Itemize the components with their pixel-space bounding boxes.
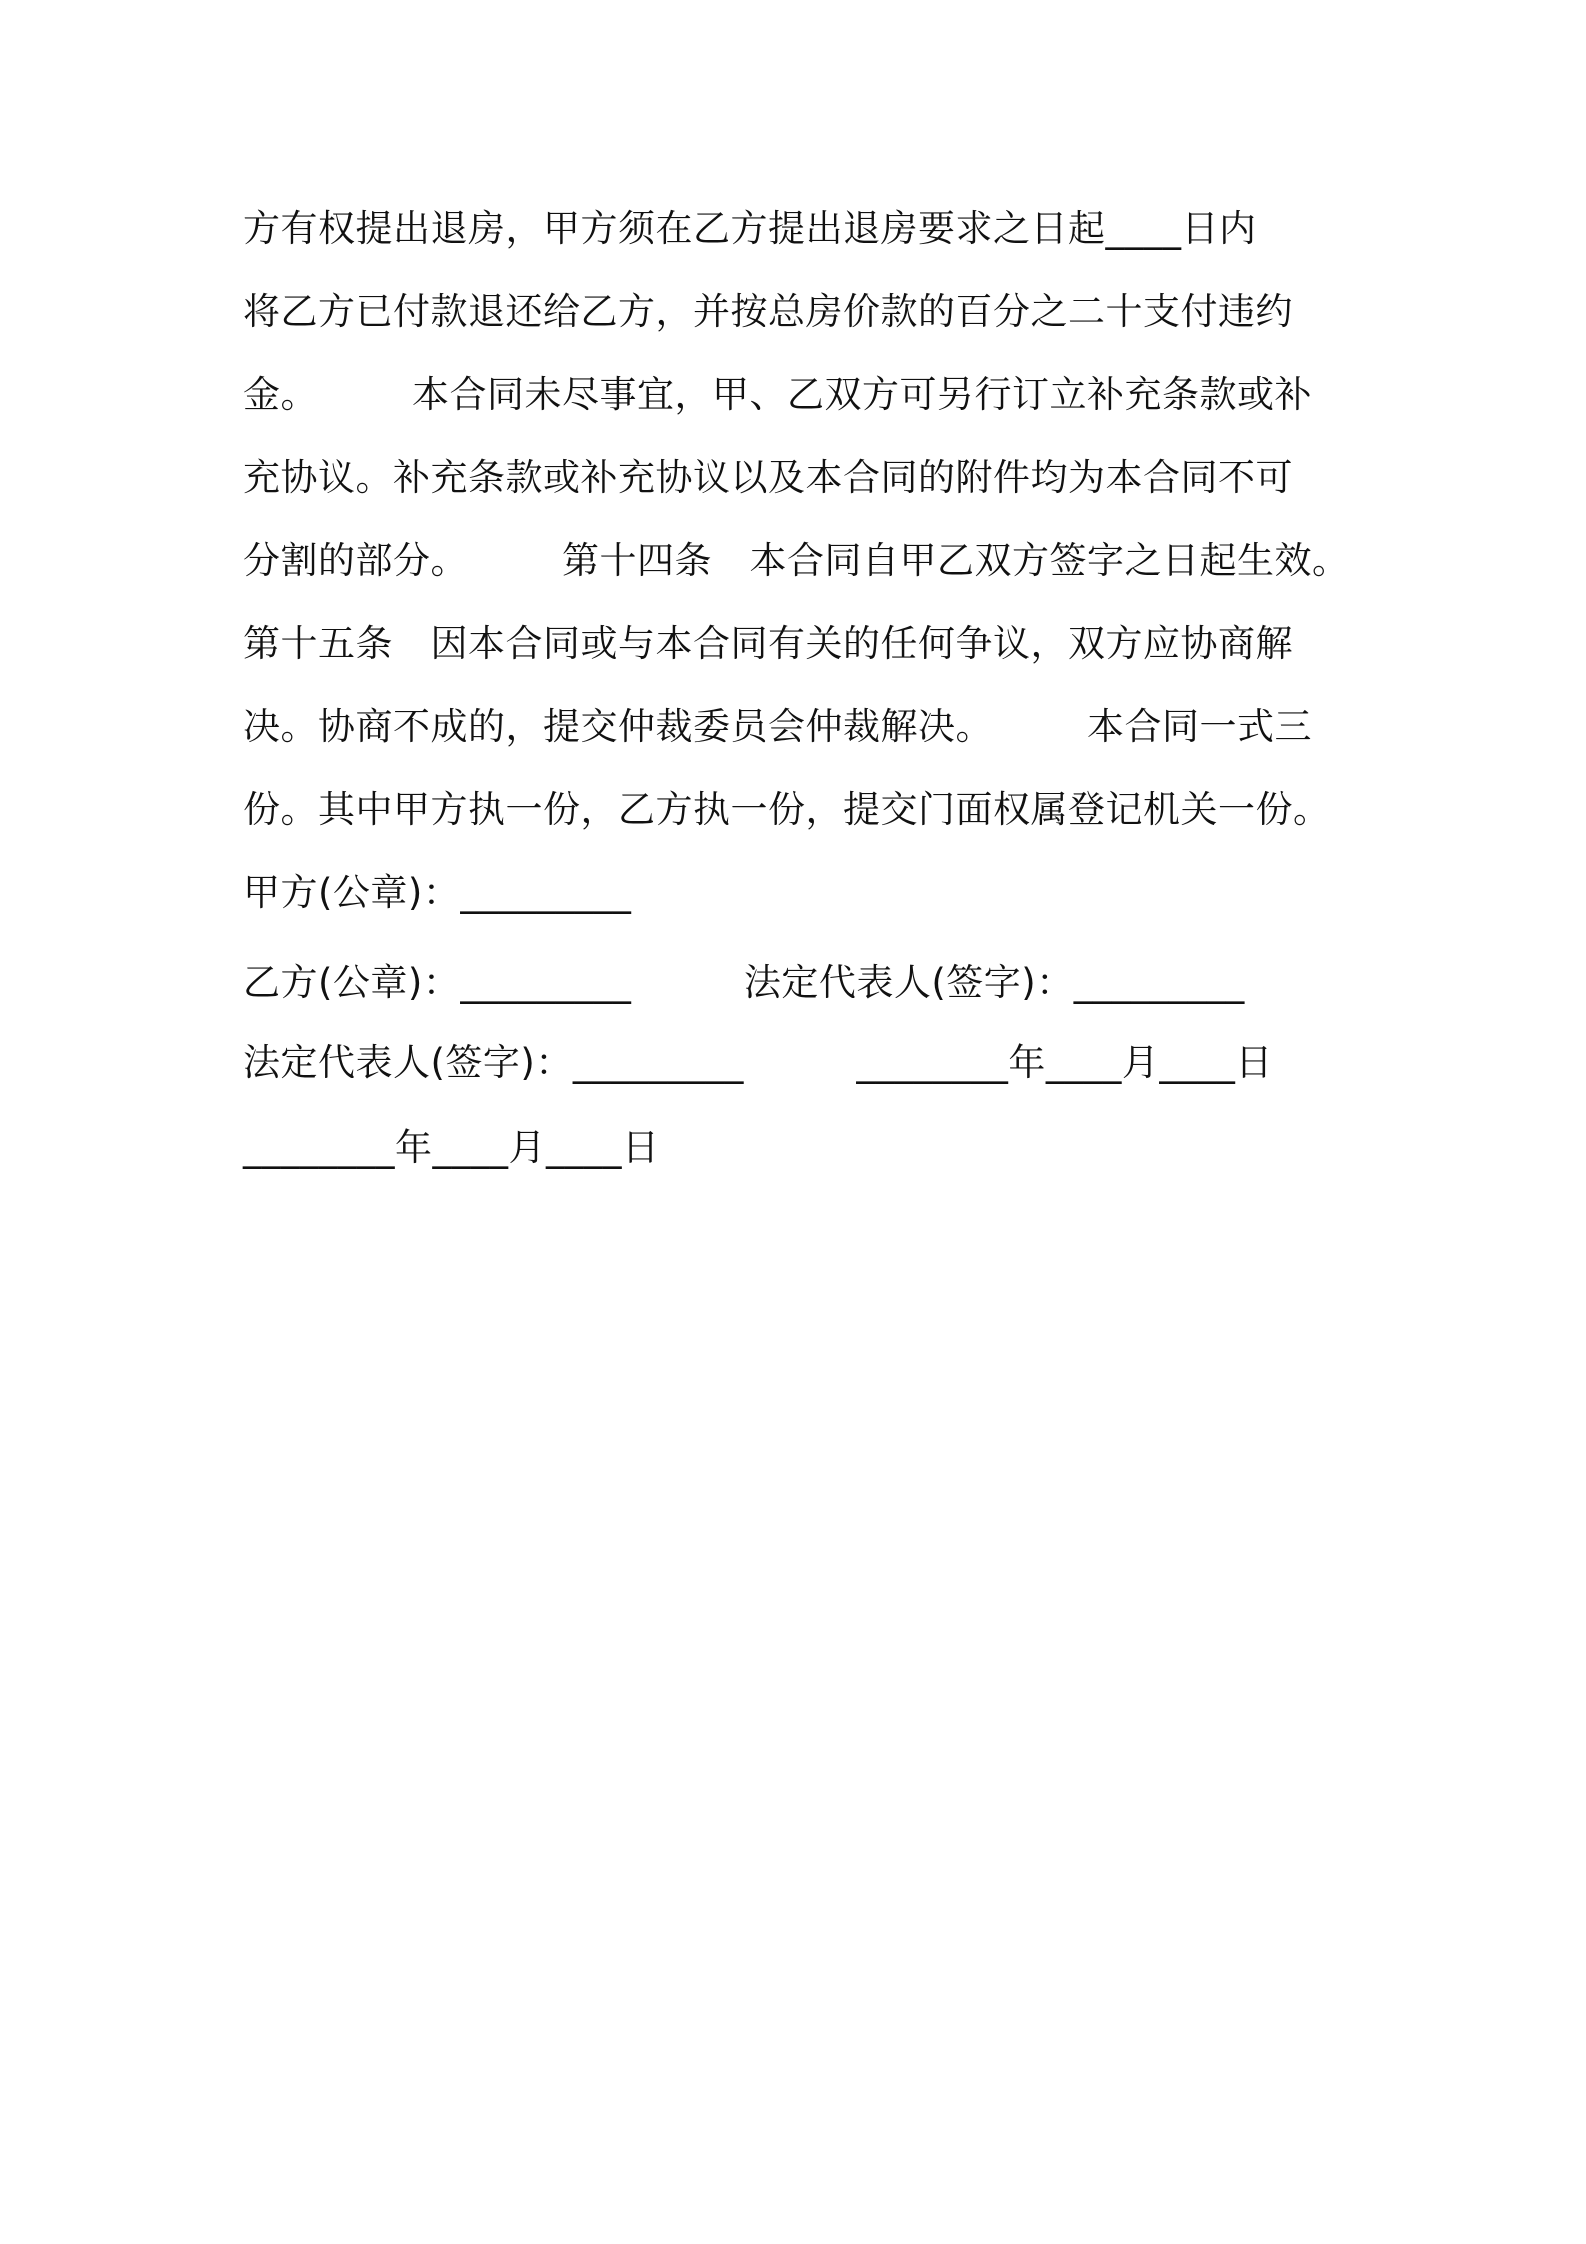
body-line-7: 决。协商不成的，提交仲裁委员会仲裁解决。 本合同一式三 <box>243 705 1312 748</box>
body-line-8: 份。其中甲方执一份，乙方执一份，提交门面权属登记机关一份。 <box>243 788 1331 831</box>
party-a-seal-line: 甲方(公章)：_________ <box>243 871 632 914</box>
body-line-1: 方有权提出退房，甲方须在乙方提出退房要求之日起____日内 <box>243 207 1257 250</box>
body-line-3: 金。 本合同未尽事宜，甲、乙双方可另行订立补充条款或补 <box>243 373 1312 416</box>
party-b-seal-line: 乙方(公章)：_________ 法定代表人(签字)：_________ <box>243 961 1245 1004</box>
body-line-5: 分割的部分。 第十四条 本合同自甲乙双方签字之日起生效。 <box>243 539 1350 582</box>
date-line: ________年____月____日 <box>243 1126 660 1169</box>
representative-date-line: 法定代表人(签字)：_________ ________年____月____日 <box>243 1041 1273 1084</box>
body-line-2: 将乙方已付款退还给乙方，并按总房价款的百分之二十支付违约 <box>243 290 1293 333</box>
body-line-4: 充协议。补充条款或补充协议以及本合同的附件均为本合同不可 <box>243 456 1293 499</box>
body-line-6: 第十五条 因本合同或与本合同有关的任何争议，双方应协商解 <box>243 622 1293 665</box>
